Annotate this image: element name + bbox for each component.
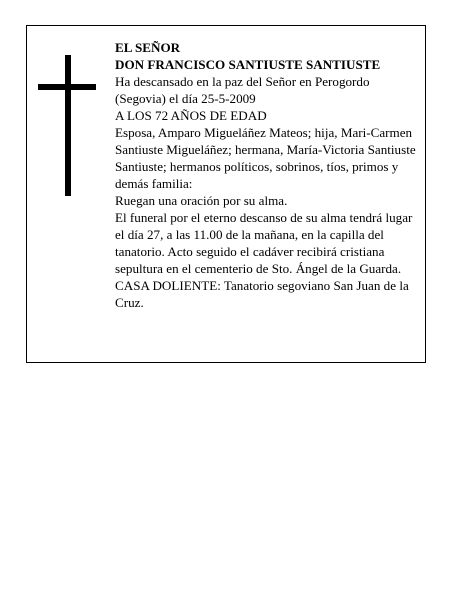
cross-vertical-bar xyxy=(65,55,71,196)
deceased-name: DON FRANCISCO SANTIUSTE SANTIUSTE xyxy=(115,57,381,72)
funeral-details: El funeral por el eterno descanso de su alma tendrá lugar el día 27, a las 11.00 de la mañana, en la capilla del tanatorio. Acto seguido el cadáver recibirá cristiana sepultura en el cementerio de Sto. Ángel de la Guarda. xyxy=(115,210,413,276)
death-statement: Ha descansado en la paz del Señor en Perogordo (Segovia) el día 25-5-2009 xyxy=(115,74,370,106)
family-list: Esposa, Amparo Migueláñez Mateos; hija, Mari-Carmen Santiuste Migueláñez; hermana, María-Victoria Santiuste Santiuste; hermanos políticos, sobrinos, tíos, primos y demás familia: xyxy=(115,125,416,191)
age-statement: A LOS 72 AÑOS DE EDAD xyxy=(115,108,267,123)
obituary-notice xyxy=(26,25,426,363)
cross-horizontal-bar xyxy=(38,84,96,90)
notice-text xyxy=(115,39,421,311)
funeral-home: CASA DOLIENTE: Tanatorio segoviano San Juan de la Cruz. xyxy=(115,278,409,310)
prayer-request: Ruegan una oración por su alma. xyxy=(115,193,288,208)
heading-title: EL SEÑOR xyxy=(115,40,181,55)
